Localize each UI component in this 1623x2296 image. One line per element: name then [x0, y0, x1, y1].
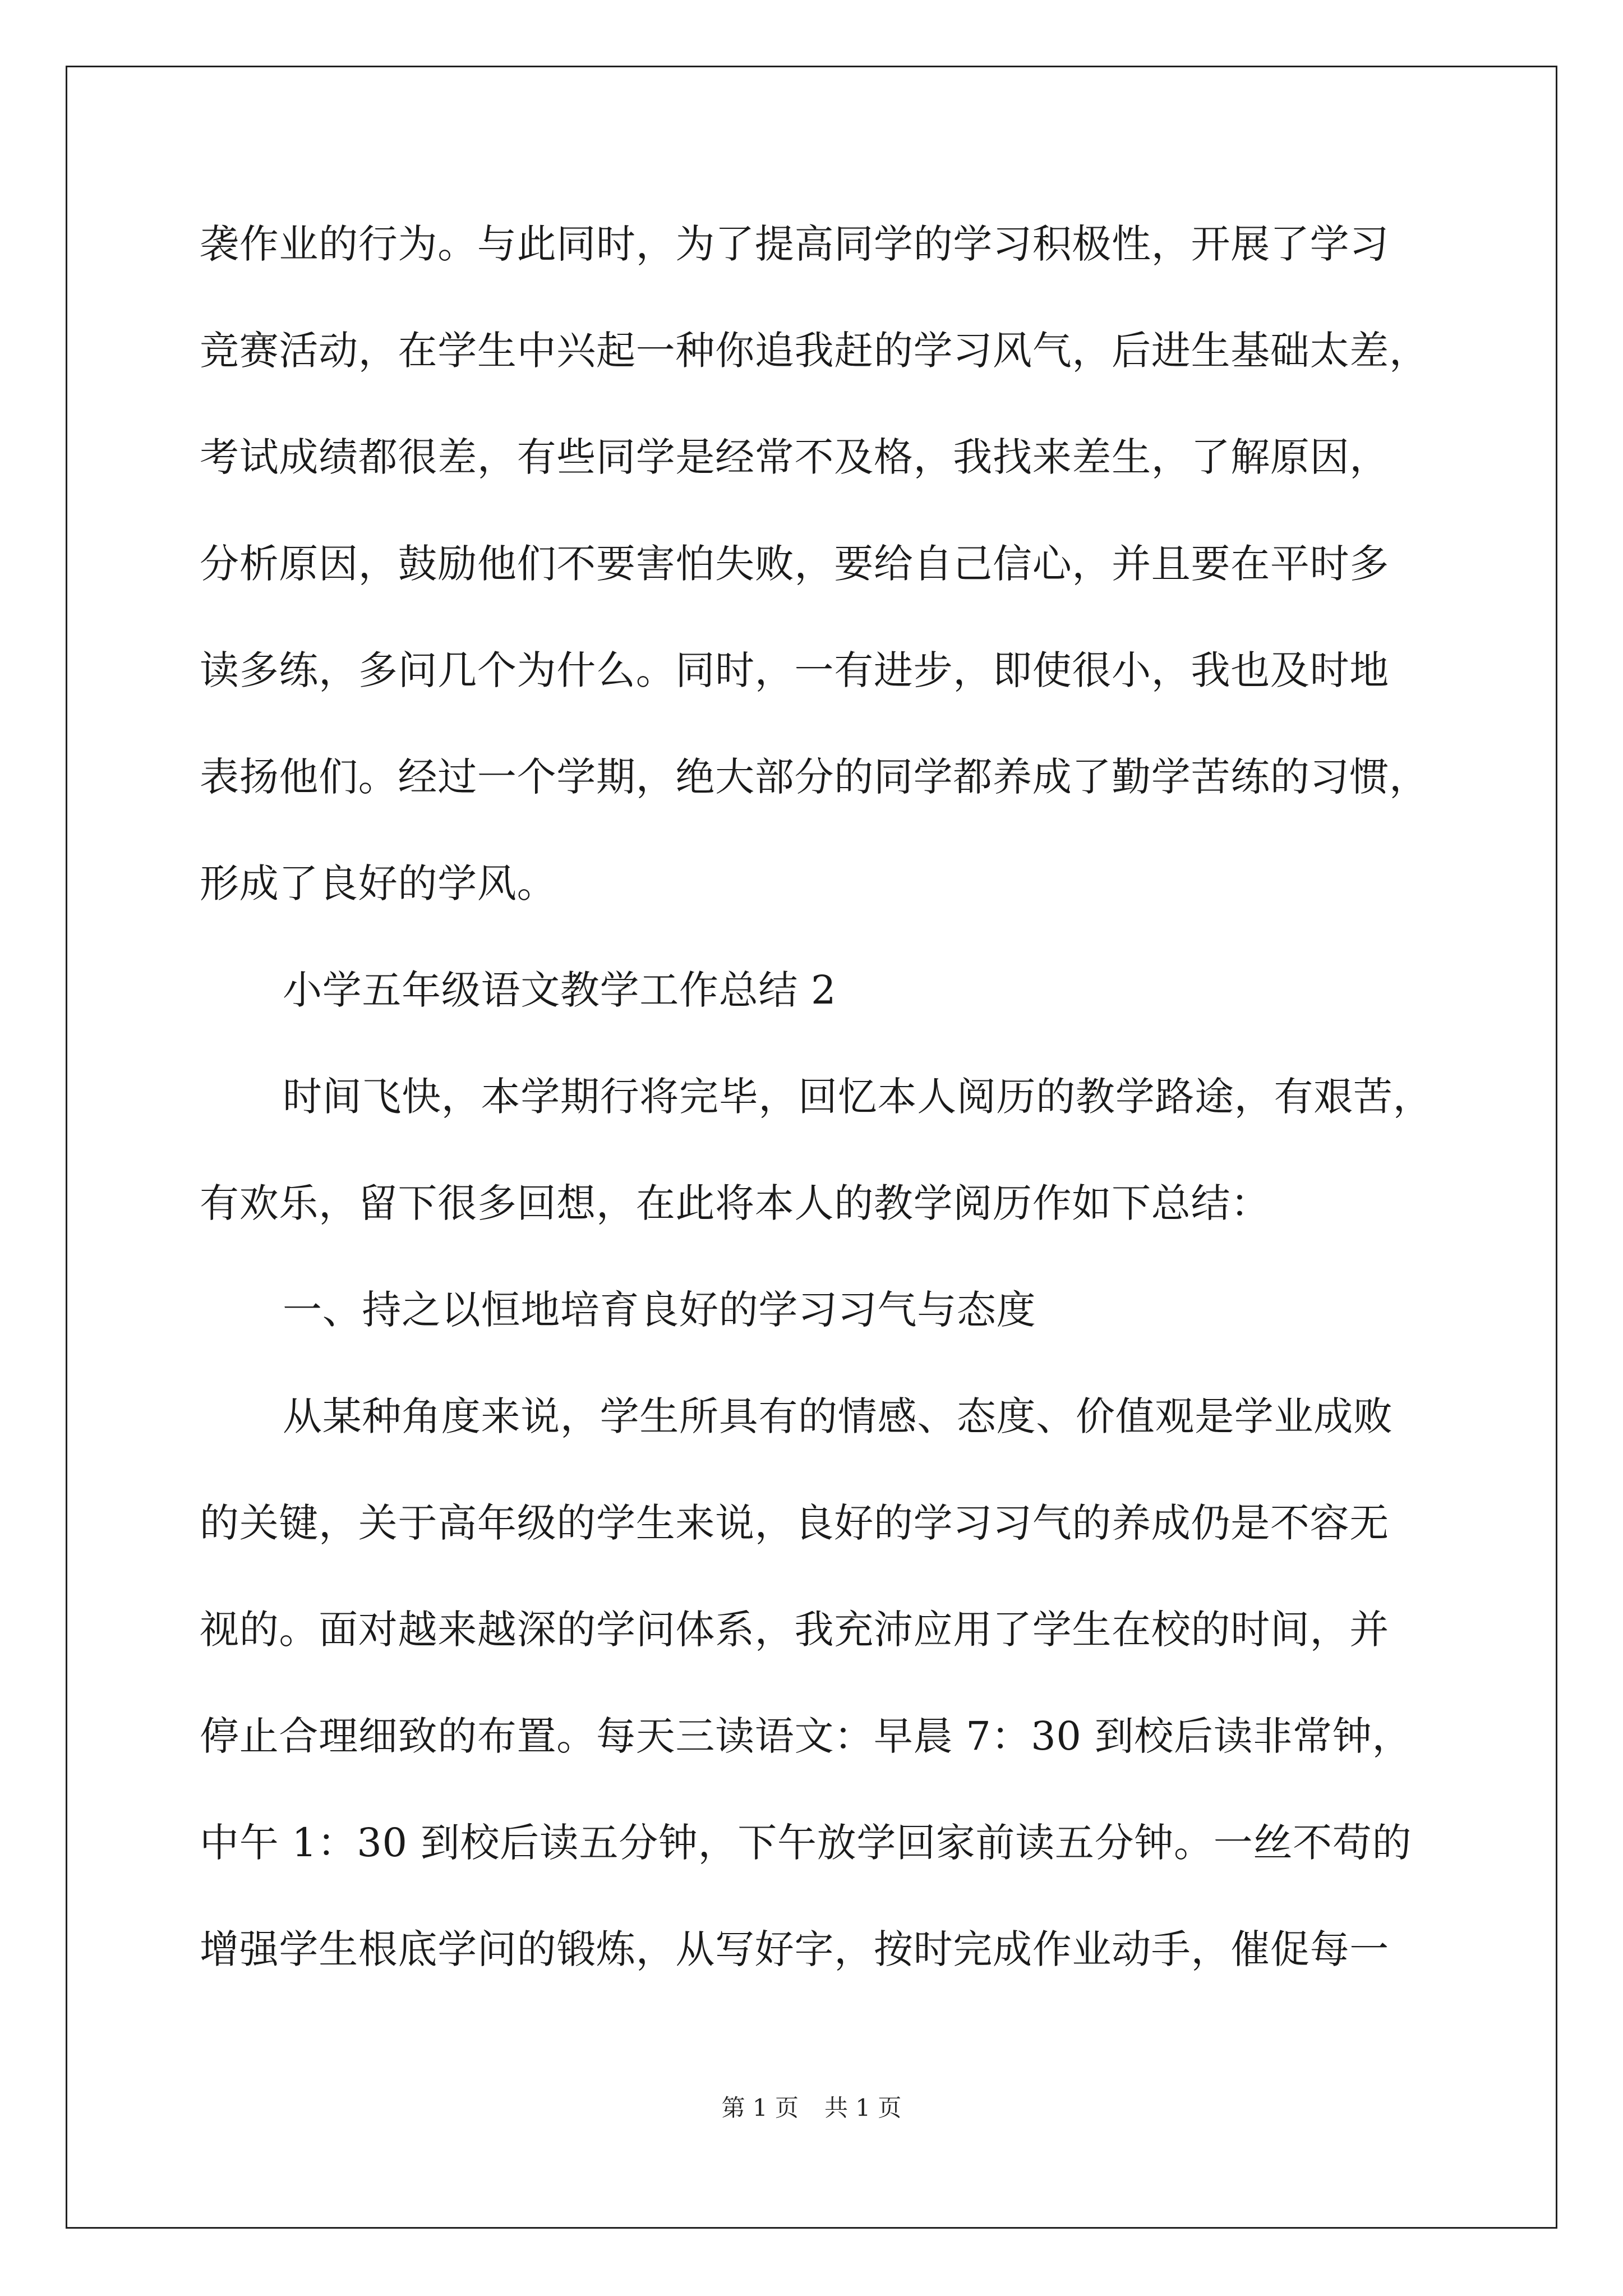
- paragraph-start: 时间飞快，本学期行将完毕，回忆本人阅历的教学路途，有艰苦，: [283, 1074, 1433, 1120]
- page-footer: [0, 2091, 1623, 2125]
- subsection-heading: 一、持之以恒地培育良好的学习习气与态度: [283, 1287, 1036, 1333]
- text-line: 竞赛活动，在学生中兴起一种你追我赶的学习风气，后进生基础太差，: [200, 328, 1429, 374]
- text-line: 停止合理细致的布置。每天三读语文：早晨 7：30 到校后读非常钟，: [200, 1713, 1412, 1759]
- text-line: 视的。面对越来越深的学问体系，我充沛应用了学生在校的时间，并: [200, 1607, 1389, 1653]
- paragraph-start: 从某种角度来说，学生所具有的情感、态度、价值观是学业成败: [283, 1393, 1393, 1439]
- text-line: 中午 1：30 到校后读五分钟，下午放学回家前读五分钟。一丝不苟的: [200, 1820, 1412, 1866]
- text-line: 袭作业的行为。与此同时，为了提高同学的学习积极性，开展了学习: [200, 221, 1389, 267]
- text-line: 有欢乐，留下很多回想，在此将本人的教学阅历作如下总结：: [200, 1180, 1270, 1226]
- page-total: 共 1 页: [824, 2094, 902, 2122]
- text-line: 的关键，关于高年级的学生来说，良好的学习习气的养成仍是不容无: [200, 1500, 1389, 1546]
- text-line: 形成了良好的学风。: [200, 861, 557, 907]
- text-line: 读多练，多问几个为什么。同时，一有进步，即使很小，我也及时地: [200, 647, 1389, 693]
- text-line: 分析原因，鼓励他们不要害怕失败，要给自己信心，并且要在平时多: [200, 541, 1389, 587]
- text-line: 增强学生根底学问的锻炼，从写好字，按时完成作业动手，催促每一: [200, 1926, 1389, 1972]
- document-body: [200, 213, 1433, 2025]
- section-heading: 小学五年级语文教学工作总结 2: [283, 967, 837, 1013]
- page-number: 第 1 页: [721, 2094, 799, 2122]
- text-line: 考试成绩都很差，有些同学是经常不及格，我找来差生，了解原因，: [200, 434, 1389, 480]
- text-line: 表扬他们。经过一个学期，绝大部分的同学都养成了勤学苦练的习惯，: [200, 754, 1429, 800]
